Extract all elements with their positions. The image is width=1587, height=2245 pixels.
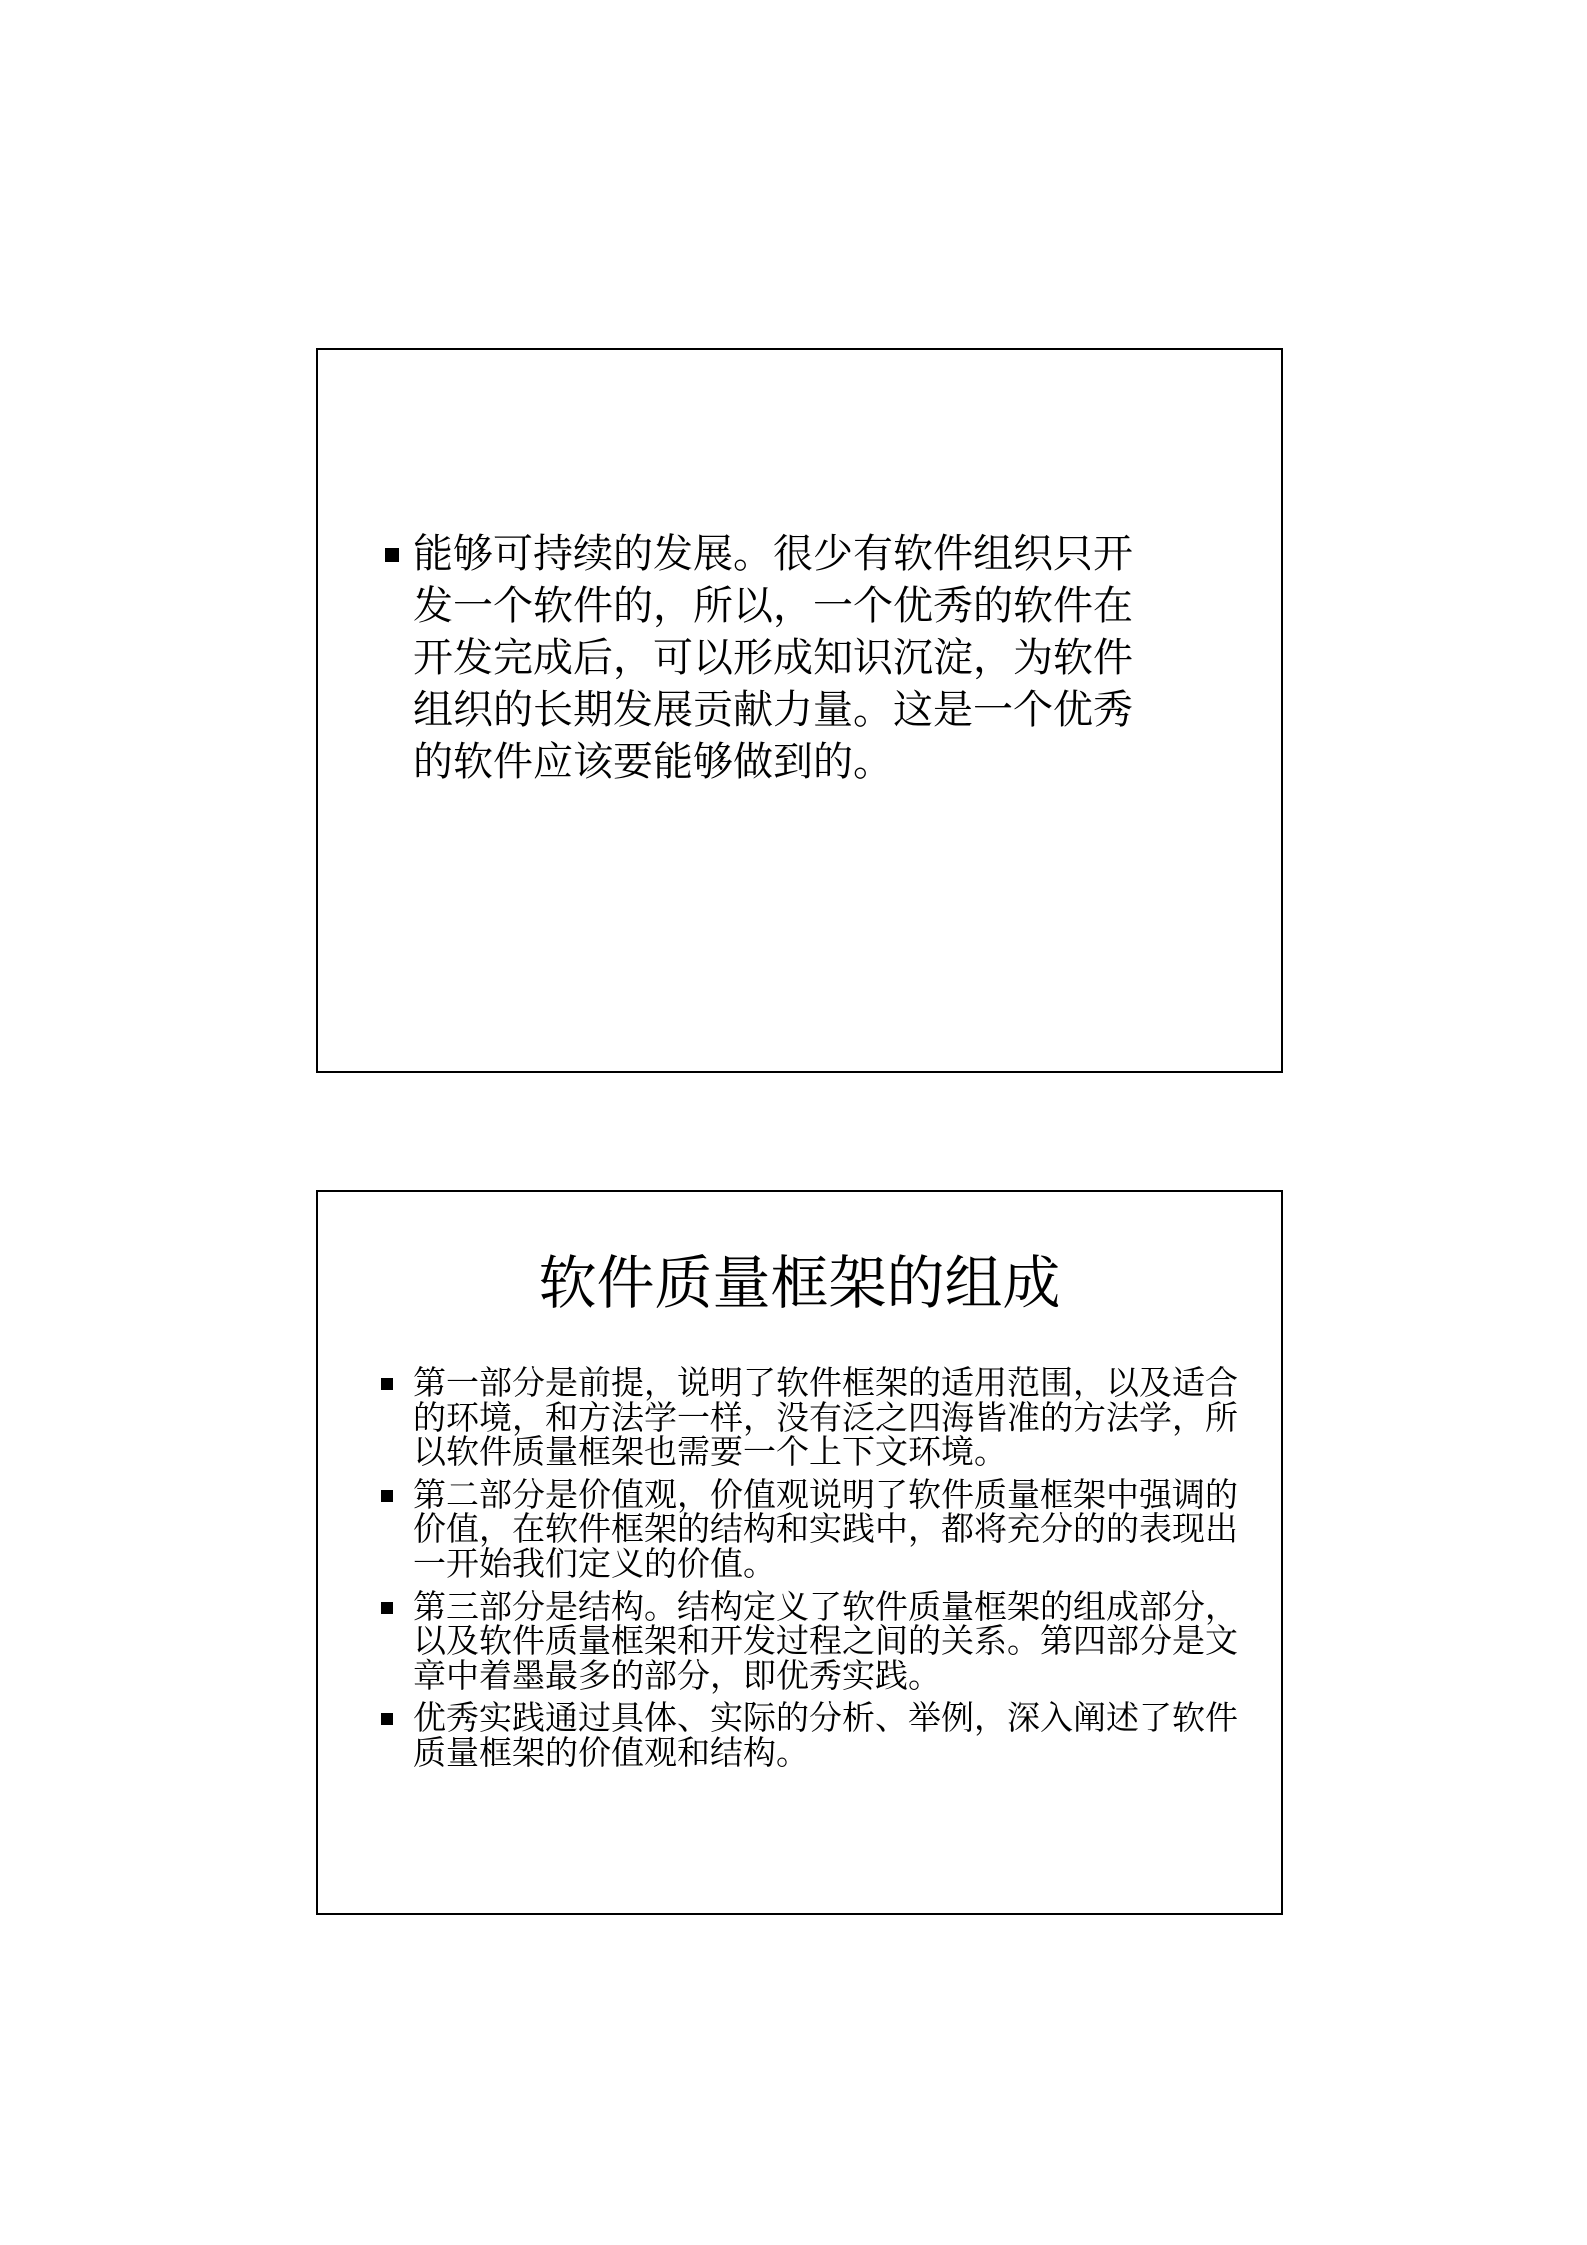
square-bullet-icon	[381, 1713, 393, 1725]
text-line: 章中着墨最多的部分，即优秀实践。	[413, 1655, 941, 1695]
text-line: 优秀实践通过具体、实际的分析、举例，深入阐述了软件	[413, 1698, 1238, 1738]
text-line: 以及软件质量框架和开发过程之间的关系。第四部分是文	[413, 1621, 1238, 1661]
slide-1	[316, 348, 1283, 1073]
text-line: 一开始我们定义的价值。	[413, 1543, 776, 1583]
slide-2	[316, 1190, 1283, 1915]
bullet-item	[413, 1363, 1238, 1472]
bullet-list	[413, 1363, 1238, 1779]
text-line: 组织的长期发展贡献力量。这是一个优秀	[413, 687, 1133, 733]
square-bullet-icon	[381, 1602, 393, 1614]
square-bullet-icon	[381, 1378, 393, 1390]
text-line: 质量框架的价值观和结构。	[413, 1732, 809, 1772]
text-line: 的环境，和方法学一样，没有泛之四海皆准的方法学，所	[413, 1397, 1238, 1437]
text-line: 第二部分是价值观，价值观说明了软件质量框架中强调的	[413, 1474, 1238, 1514]
slide-title: 软件质量框架的组成	[538, 1249, 1061, 1317]
square-bullet-icon	[385, 548, 399, 562]
square-bullet-icon	[381, 1490, 393, 1502]
bullet-item	[413, 1698, 1238, 1772]
text-line: 价值，在软件框架的结构和实践中，都将充分的的表现出	[413, 1509, 1238, 1549]
text-line: 开发完成后，可以形成知识沉淀，为软件	[413, 635, 1133, 681]
text-line: 的软件应该要能够做到的。	[413, 739, 893, 785]
bullet-list	[413, 528, 1133, 788]
bullet-item	[413, 1586, 1238, 1695]
bullet-item	[413, 528, 1133, 788]
bullet-item	[413, 1474, 1238, 1583]
text-line: 发一个软件的，所以，一个优秀的软件在	[413, 583, 1133, 629]
text-line: 能够可持续的发展。很少有软件组织只开	[413, 531, 1133, 577]
text-line: 第三部分是结构。结构定义了软件质量框架的组成部分，	[413, 1586, 1238, 1626]
text-line: 第一部分是前提，说明了软件框架的适用范围，以及适合	[413, 1363, 1238, 1402]
text-line: 以软件质量框架也需要一个上下文环境。	[413, 1432, 1007, 1472]
